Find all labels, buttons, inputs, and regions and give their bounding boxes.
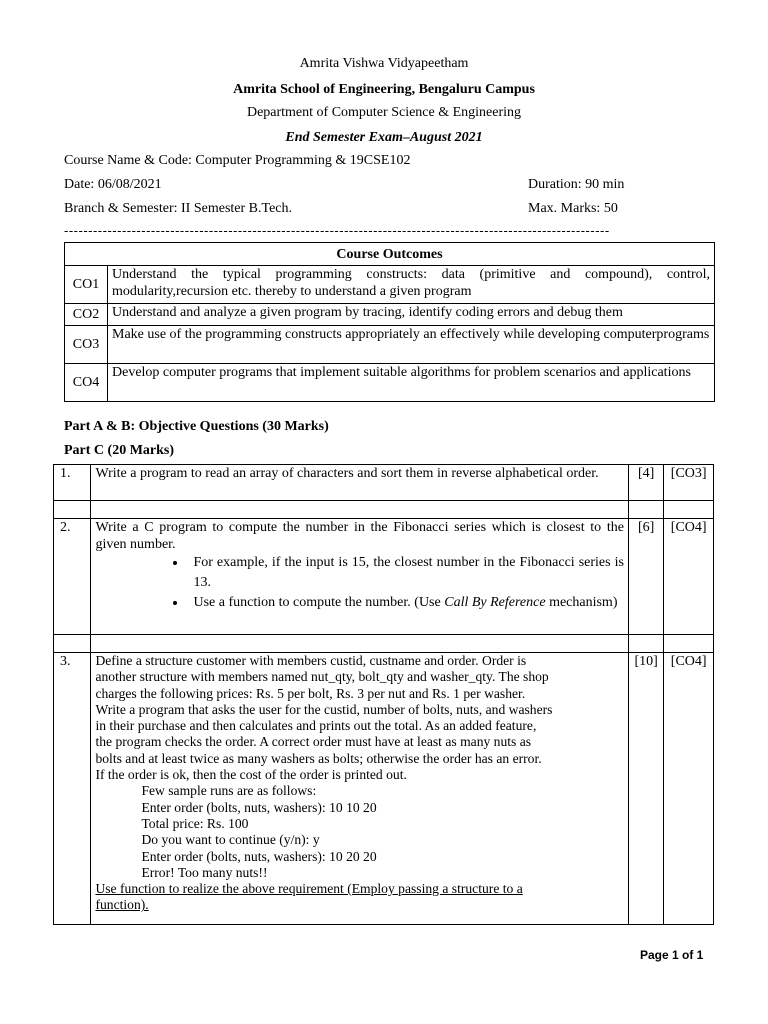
department-name: Department of Computer Science & Engineering — [246, 105, 522, 120]
question-body — [91, 653, 629, 925]
table-row — [54, 653, 714, 925]
table-row — [54, 519, 714, 635]
co-description: Understand and analyze a given program by tracing, identify coding errors and debug them — [108, 304, 715, 326]
exam-title: End Semester Exam–August 2021 — [285, 130, 483, 145]
question-text: Write a program to read an array of characters and sort them in reverse alphabetical order. — [91, 465, 629, 501]
question-text-line: Write a program that asks the user for the custid, number of bolts, nuts, and washers — [95, 701, 553, 717]
question-marks: [10] — [628, 653, 663, 925]
part-ab-heading: Part A & B: Objective Questions (30 Marks) — [64, 419, 329, 434]
question-text-line: bolts and at least twice as many washers as bolts; otherwise the order has an error. — [95, 750, 542, 766]
course-name: Course Name & Code: Computer Programming & 19CSE102 — [64, 153, 411, 168]
question-number: 3. — [54, 653, 91, 925]
question-instruction: Use function to realize the above requirement (Employ passing a structure to a — [95, 881, 523, 897]
question-text-line: Define a structure customer with members custid, custname and order. Order is — [95, 653, 527, 668]
question-text-line: another structure with members named nut_qty, bolt_qty and washer_qty. The shop — [95, 669, 549, 685]
university-name: Amrita Vishwa Vidyapeetham — [299, 56, 469, 71]
question-text-line: the program checks the order. A correct order must have at least as many nuts as — [95, 734, 532, 750]
co-description: Develop computer programs that implement suitable algorithms for problem scenarios and applications — [108, 364, 715, 402]
co-description: Understand the typical programming constructs: data (primitive and compound), control, modularity,recursion etc. thereby to understand a given program — [108, 266, 715, 304]
question-co: [CO4] — [664, 653, 714, 925]
question-text: Write a C program to compute the number in the Fibonacci series which is closest to the given number. — [95, 520, 624, 552]
table-row — [54, 465, 714, 501]
question-marks: [6] — [628, 519, 663, 635]
exam-date: Date: 06/08/2021 — [64, 177, 162, 192]
co-code: CO3 — [65, 326, 108, 364]
table-row — [65, 304, 715, 326]
course-outcomes-title: Course Outcomes — [65, 243, 715, 266]
course-outcomes-table — [64, 242, 715, 402]
co-description: Make use of the programming constructs appropriately an effectively while developing computerprograms — [108, 326, 715, 364]
max-marks: Max. Marks: 50 — [528, 201, 618, 216]
question-body — [91, 519, 629, 635]
question-co: [CO4] — [664, 519, 714, 635]
list-item: • For example, if the input is 15, the closest number in the Fibonacci series is 13. — [187, 553, 624, 593]
questions-table — [53, 464, 714, 925]
question-bullets — [95, 553, 624, 613]
co-code: CO2 — [65, 304, 108, 326]
sample-run-line: Total price: Rs. 100 — [141, 815, 249, 831]
question-number: 1. — [54, 465, 91, 501]
table-row — [65, 364, 715, 402]
question-text-line: in their purchase and then calculates and prints out the total. As an added feature, — [95, 718, 537, 734]
branch-semester: Branch & Semester: II Semester B.Tech. — [64, 201, 293, 216]
page-number: Page 1 of 1 — [640, 948, 704, 962]
question-text-line: If the order is ok, then the cost of the order is printed out. — [95, 767, 407, 783]
list-item: • Use a function to compute the number. (Use Call By Reference mechanism) — [187, 593, 624, 613]
separator-line: ----------------------------------------------------------------------------------------------------------------- — [64, 224, 610, 238]
question-text-line: charges the following prices: Rs. 5 per bolt, Rs. 3 per nut and Rs. 1 per washer. — [95, 685, 526, 701]
sample-run-line: Do you want to continue (y/n): y — [141, 832, 320, 848]
table-row — [65, 266, 715, 304]
sample-run-line: Error! Too many nuts!! — [141, 864, 268, 880]
part-c-heading: Part C (20 Marks) — [64, 443, 175, 458]
question-number: 2. — [54, 519, 91, 635]
sample-run-line: Enter order (bolts, nuts, washers): 10 10 20 — [141, 799, 377, 815]
exam-duration: Duration: 90 min — [528, 177, 625, 192]
table-row — [54, 635, 714, 653]
co-code: CO1 — [65, 266, 108, 304]
question-instruction: function). — [95, 897, 149, 913]
co-code: CO4 — [65, 364, 108, 402]
question-co: [CO3] — [664, 465, 714, 501]
table-row — [65, 326, 715, 364]
table-row — [54, 501, 714, 519]
school-name: Amrita School of Engineering, Bengaluru Campus — [233, 82, 535, 97]
sample-run-line: Enter order (bolts, nuts, washers): 10 20 20 — [141, 848, 377, 864]
sample-run-line: Few sample runs are as follows: — [141, 783, 317, 799]
question-marks: [4] — [628, 465, 663, 501]
